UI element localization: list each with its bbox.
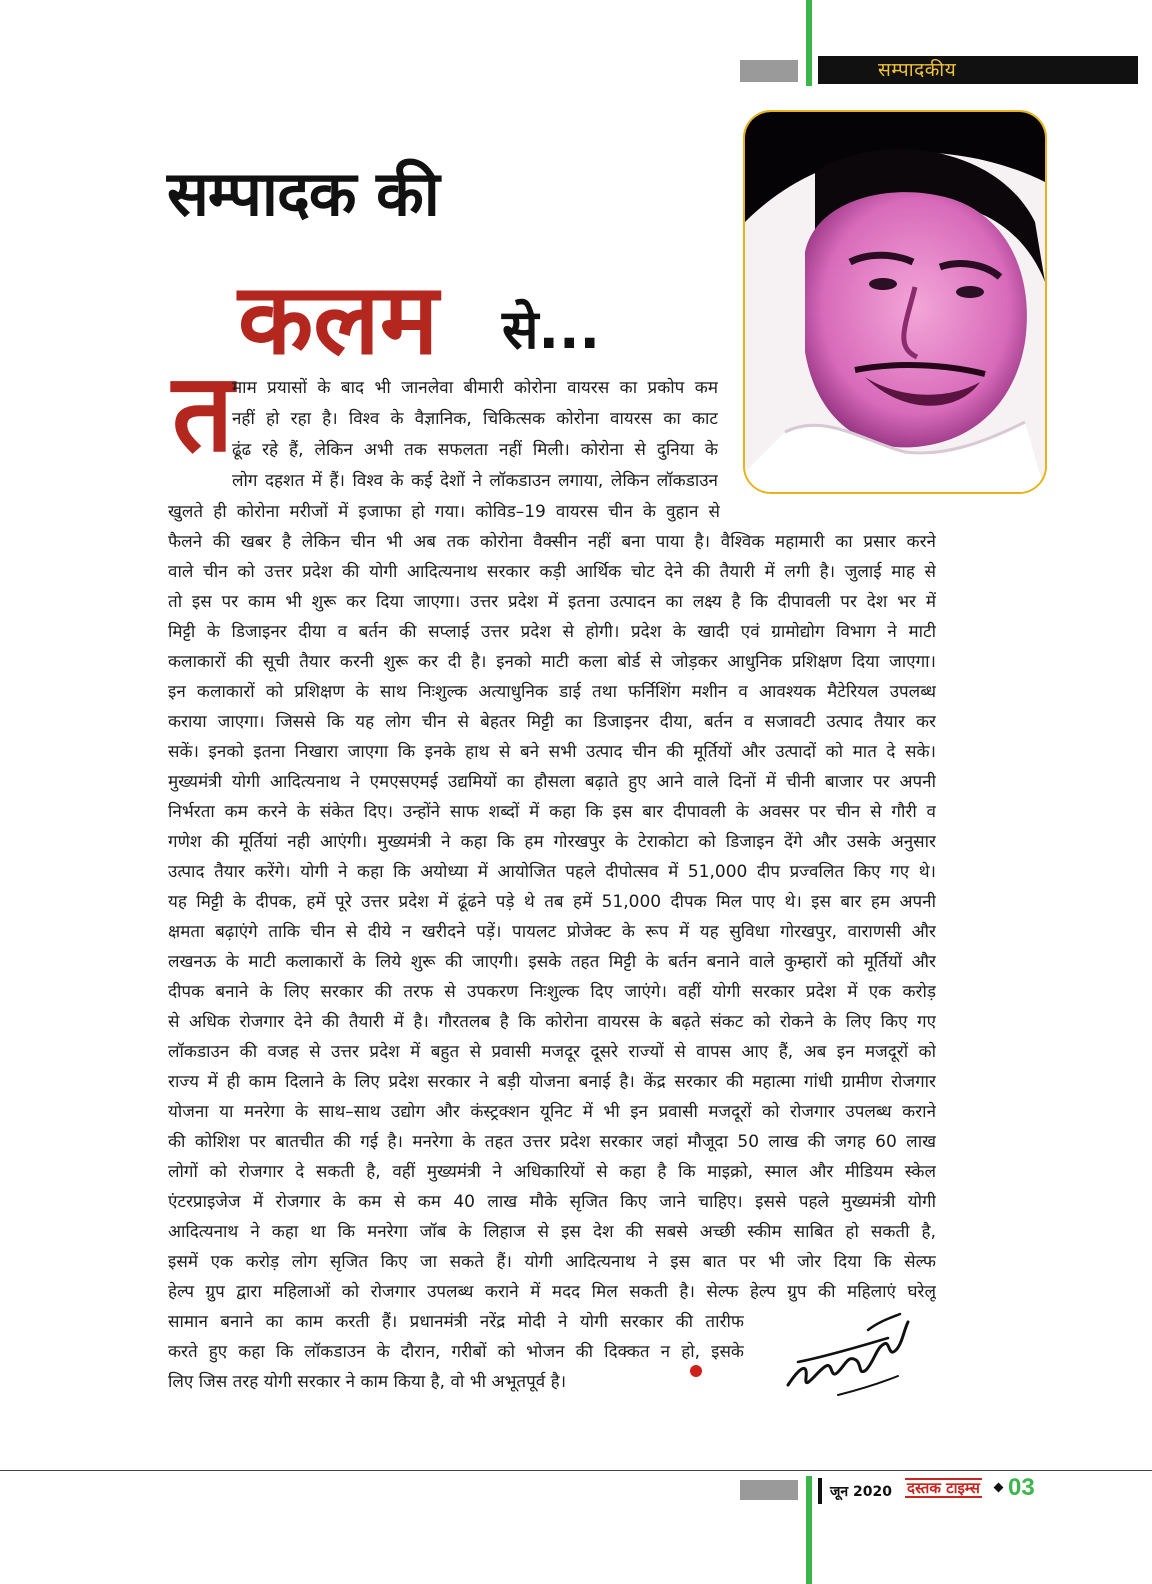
article-line: राज्य में ही काम दिलाने के लिए प्रदेश सरकार ने बड़ी योजना बनाई है। केंद्र सरकार की महात्मा गांधी ग्रामीण रोजगार (168, 1072, 936, 1092)
article-line: इन कलाकारों को प्रशिक्षण के साथ निःशुल्क अत्याधुनिक डाई तथा फर्निशिंग मशीन व आवश्यक मैटेरियल उपलब्ध (168, 682, 936, 702)
article-line: सकें। इनको इतना निखारा जाएगा कि इनके हाथ से बने सभी उत्पाद चीन की मूर्तियों और उत्पादों को मात दे सके। (168, 742, 936, 762)
article-line: लिए जिस तरह योगी सरकार ने काम किया है, वो भी अभूतपूर्व है। (168, 1372, 567, 1392)
article-line: कलाकारों की सूची तैयार करनी शुरू कर दी है। इनको माटी कला बोर्ड से जोड़कर आधुनिक प्रशिक्षण दिया जाएगा। (168, 652, 936, 672)
article-line: लोग दहशत में हैं। विश्व के कई देशों ने लॉकडाउन लगाया, लेकिन लॉकडाउन (232, 471, 718, 491)
article-line: निर्भरता कम करने के संकेत दिए। उन्होंने साफ शब्दों में कहा कि इस बार दीपावली के अवसर पर चीन से गौरी व (168, 802, 936, 822)
editor-signature (778, 1300, 918, 1410)
article-line: क्षमता बढ़ाएंगे ताकि चीन से दीये न खरीदने पड़ें। पायलट प्रोजेक्ट के रूप में यह सुविधा गोरखपुर, वाराणसी और (168, 922, 936, 942)
header-black-bar (818, 56, 1138, 84)
footer-rule (0, 1470, 1152, 1471)
article-line: इसमें एक करोड़ लोग सृजित किए जा सकते हैं। योगी आदित्यनाथ ने इस बात पर भी जोर दिया कि सेल्फ (168, 1252, 936, 1272)
footer-gray-block (740, 1480, 798, 1500)
article-line: आदित्यनाथ ने कहा था कि मनरेगा जॉब के लिहाज से इस देश की सबसे अच्छी स्कीम साबित हो सकती है, (168, 1222, 936, 1242)
headline-part-2: कलम (238, 263, 439, 377)
article-line: माम प्रयासों के बाद भी जानलेवा बीमारी कोरोना वायरस का प्रकोप कम (232, 378, 718, 398)
footer-black-bar (818, 1478, 822, 1504)
article-line: हेल्प ग्रुप द्वारा महिलाओं को रोजगार उपलब्ध कराने में मदद मिल सकती है। सेल्फ हेल्प ग्रुप की महिलाएं घरेलू (168, 1282, 936, 1302)
headline-part-1: सम्पादक की (167, 157, 439, 230)
article-line: से अधिक रोजगार देने की तैयारी में है। गौरतलब है कि कोरोना वायरस के बढ़ते संकट को रोकने के लिए किए गए (168, 1012, 936, 1032)
article-line: कराया जाएगा। जिससे कि यह लोग चीन से बेहतर मिट्टी का डिजाइनर दीया, बर्तन व सजावटी उत्पाद तैयार कर (168, 712, 936, 732)
editor-portrait-image (745, 112, 1045, 492)
article-line: योजना या मनरेगा के साथ–साथ उद्योग और कंस्ट्रक्शन यूनिट में भी इन प्रवासी मजदूरों को रोजगार उपलब्ध कराने (168, 1102, 936, 1122)
headline-part-3: से... (502, 298, 601, 361)
article-line: करते हुए कहा कि लॉकडाउन के दौरान, गरीबों को भोजन की दिक्कत न हो, इसके (168, 1342, 744, 1362)
section-label: सम्पादकीय (878, 59, 957, 81)
drop-cap: त (172, 351, 234, 476)
article-line: उत्पाद तैयार करेंगे। योगी ने कहा कि अयोध्या में आयोजित पहले दीपोत्सव में 51,000 दीप प्रज्वलित किए गए थे। (168, 862, 936, 882)
article-line: एंटरप्राइजेज में रोजगार के कम से कम 40 लाख मौके सृजित किए जाने चाहिए। इससे पहले मुख्यमंत्री योगी (168, 1192, 936, 1212)
footer-date: जून 2020 (830, 1484, 892, 1500)
article-line: लखनऊ के माटी कलाकारों के लिये शुरू की जाएगी। इसके तहत मिट्टी के बर्तन बनाने वाले कुम्हारों को मूर्तियों और (168, 952, 936, 972)
article-line: गणेश की मूर्तियां नही आएंगी। मुख्यमंत्री ने कहा कि हम गोरखपुर के टेराकोटा को डिजाइन देंगे और उसके अनुसार (168, 832, 936, 852)
article-line: वाले चीन को उत्तर प्रदेश की योगी आदित्यनाथ सरकार कड़ी आर्थिक चोट देने की तैयारी में लगी है। जुलाई माह से (168, 562, 936, 582)
footer-magazine-name: दस्तक टाइम्स (907, 1479, 980, 1497)
article-line: मुख्यमंत्री योगी आदित्यनाथ ने एमएसएमई उद्यमियों का हौसला बढ़ाते हुए आने वाले दिनों में चीनी बाजार पर अपनी (168, 772, 936, 792)
article-line: मिट्टी के डिजाइनर दीया व बर्तन की सप्लाई उत्तर प्रदेश से होगी। प्रदेश के खादी एवं ग्रामोद्योग विभाग ने माटी (168, 622, 936, 642)
article-line: नहीं हो रहा है। विश्व के वैज्ञानिक, चिकित्सक कोरोना वायरस का काट (232, 409, 718, 429)
article-line: यह मिट्टी के दीपक, हमें पूरे उत्तर प्रदेश में ढूंढने पड़े थे तब हमें 51,000 दीपक मिल पाए थे। इस बार हम अपनी (168, 892, 936, 912)
footer-bullet-icon (994, 1483, 1004, 1493)
header-gray-block (740, 60, 798, 82)
article-line: ढूंढ रहे हैं, लेकिन अभी तक सफलता नहीं मिली। कोरोना से दुनिया के (232, 440, 718, 460)
article-line: फैलने की खबर है लेकिन चीन भी अब तक कोरोना वैक्सीन नहीं बना पाया है। वैश्विक महामारी का प्रसार करने (168, 532, 936, 552)
article-line: खुलते ही कोरोना मरीजों में इजाफा हो गया। कोविड–19 वायरस चीन के वुहान से (168, 502, 720, 522)
article-line: लोगों को रोजगार दे सकती है, वहीं मुख्यमंत्री ने अधिकारियों से कहा है कि माइक्रो, स्माल और मीडियम स्केल (168, 1162, 936, 1182)
editor-photo (743, 110, 1047, 494)
header-green-rule (806, 0, 812, 86)
footer-page-number: 03 (1008, 1474, 1035, 1501)
end-of-article-dot (690, 1365, 702, 1377)
article-line: की कोशिश पर बातचीत की गई है। मनरेगा के तहत उत्तर प्रदेश सरकार जहां मौजूदा 50 लाख की जगह 60 लाख (168, 1132, 936, 1152)
article-line: सामान बनाने का काम करती हैं। प्रधानमंत्री नरेंद्र मोदी ने योगी सरकार की तारीफ (168, 1312, 744, 1332)
article-line: दीपक बनाने के लिए सरकार की तरफ से उपकरण निःशुल्क दिए जाएंगे। वहीं योगी सरकार प्रदेश में एक करोड़ (168, 982, 936, 1002)
footer-green-rule (806, 1476, 812, 1584)
article-line: तो इस पर काम भी शुरू कर दिया जाएगा। उत्तर प्रदेश में इतना उत्पादन का लक्ष्य है कि दीपावली पर देश भर में (168, 592, 936, 612)
article-line: लॉकडाउन की वजह से उत्तर प्रदेश में बहुत से प्रवासी मजदूर दूसरे राज्यों से वापस आए हैं, अब इन मजदूरों को (168, 1042, 936, 1062)
